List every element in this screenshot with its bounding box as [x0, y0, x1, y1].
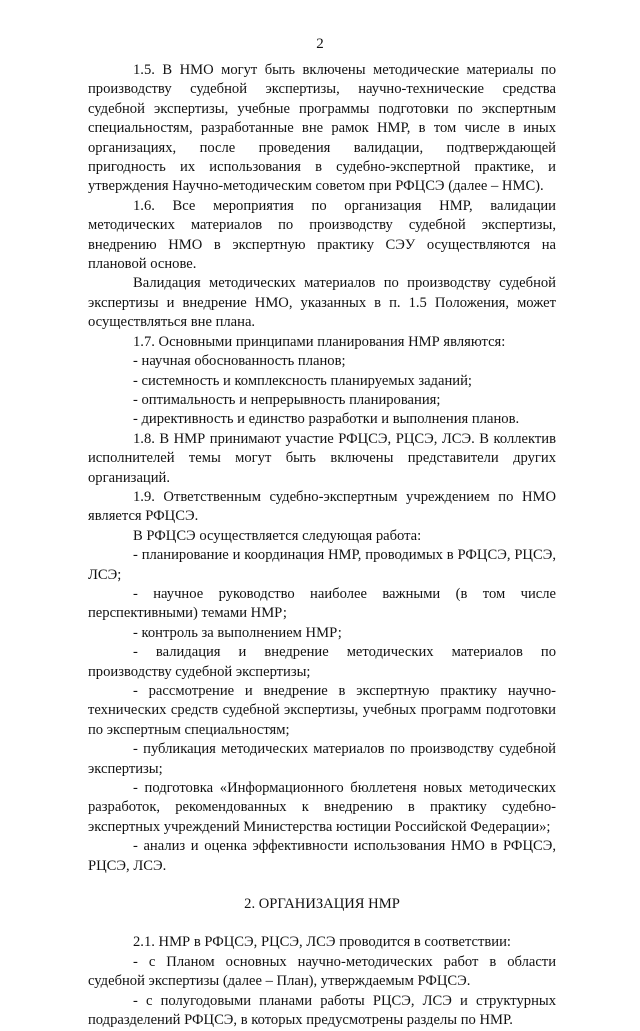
list-item: - с полугодовыми планами работы РЦСЭ, ЛСЭ и структурных подразделений РФЦСЭ, в которых предусмотрены разделы по НМР.: [88, 992, 556, 1029]
list-item: - научное руководство наиболее важными (в том числе перспективными) темами НМР;: [88, 585, 556, 622]
paragraph: 1.9. Ответственным судебно-экспертным учреждением по НМО является РФЦСЭ.: [88, 488, 556, 525]
list-item: - валидация и внедрение методических материалов по производству судебной экспертизы;: [88, 644, 556, 680]
paragraph: 1.5. В НМО могут быть включены методические материалы по производству судебной экспертизы, научно-технические средства судебной экспертизы, учебные программы подготовки по экспертным специальностям, разработанные вне рамок НМР, в том числе в иных организациях, после проведения валидации, подтверждающей пригодность их использования в судебно-экспертной практике, и утверждения Научно-методическим советом при РФЦСЭ (далее – НМС).: [88, 62, 556, 195]
list-item: - системность и комплексность планируемых заданий;: [133, 372, 472, 389]
list-item: - планирование и координация НМР, проводимых в РФЦСЭ, РЦСЭ, ЛСЭ;: [88, 547, 556, 583]
list-item: - контроль за выполнением НМР;: [133, 624, 342, 641]
list-item: - рассмотрение и внедрение в экспертную практику научно-технических средств судебной экспертизы, учебных программ подготовки по экспертным специальностям;: [88, 683, 556, 738]
paragraph: 1.8. В НМР принимают участие РФЦСЭ, РЦСЭ, ЛСЭ. В коллектив исполнителей темы могут быть включены представители других организаций.: [88, 430, 556, 486]
list-item: - с Планом основных научно-методических работ в области судебной экспертизы (далее – План), утверждаемым РФЦСЭ.: [88, 953, 556, 990]
paragraph: Валидация методических материалов по производству судебной экспертизы и внедрение НМО, указанных в п. 1.5 Положения, может осуществляться вне плана.: [88, 275, 556, 331]
paragraph: 1.6. Все мероприятия по организация НМР, валидации методических материалов по производству судебной экспертизы, внедрению НМО в экспертную практику СЭУ осуществляются на плановой основе.: [88, 197, 556, 273]
list-item: - подготовка «Информационного бюллетеня новых методических разработок, рекомендованных к внедрению в практику судебно-экспертных учреждений Министерства юстиции Российской Федерации»;: [88, 780, 556, 835]
paragraph: 2.1. НМР в РФЦСЭ, РЦСЭ, ЛСЭ проводится в соответствии:: [133, 934, 511, 951]
list-item: - научная обоснованность планов;: [133, 353, 346, 370]
section-1-text: [88, 61, 556, 876]
section-2-heading: 2. ОРГАНИЗАЦИЯ НМР: [244, 896, 400, 913]
page-number: 2: [316, 36, 324, 52]
paragraph: 1.7. Основными принципами планирования НМР являются:: [133, 333, 506, 350]
document-body: [88, 61, 556, 1031]
section-2-text: [88, 933, 556, 1030]
list-item: - директивность и единство разработки и выполнения планов.: [133, 411, 520, 428]
list-item: - анализ и оценка эффективности использования НМО в РФЦСЭ, РЦСЭ, ЛСЭ.: [88, 838, 556, 874]
paragraph: В РФЦСЭ осуществляется следующая работа:: [133, 527, 422, 544]
list-item: - публикация методических материалов по производству судебной экспертизы;: [88, 741, 556, 777]
list-item: - оптимальность и непрерывность планирования;: [133, 391, 441, 408]
